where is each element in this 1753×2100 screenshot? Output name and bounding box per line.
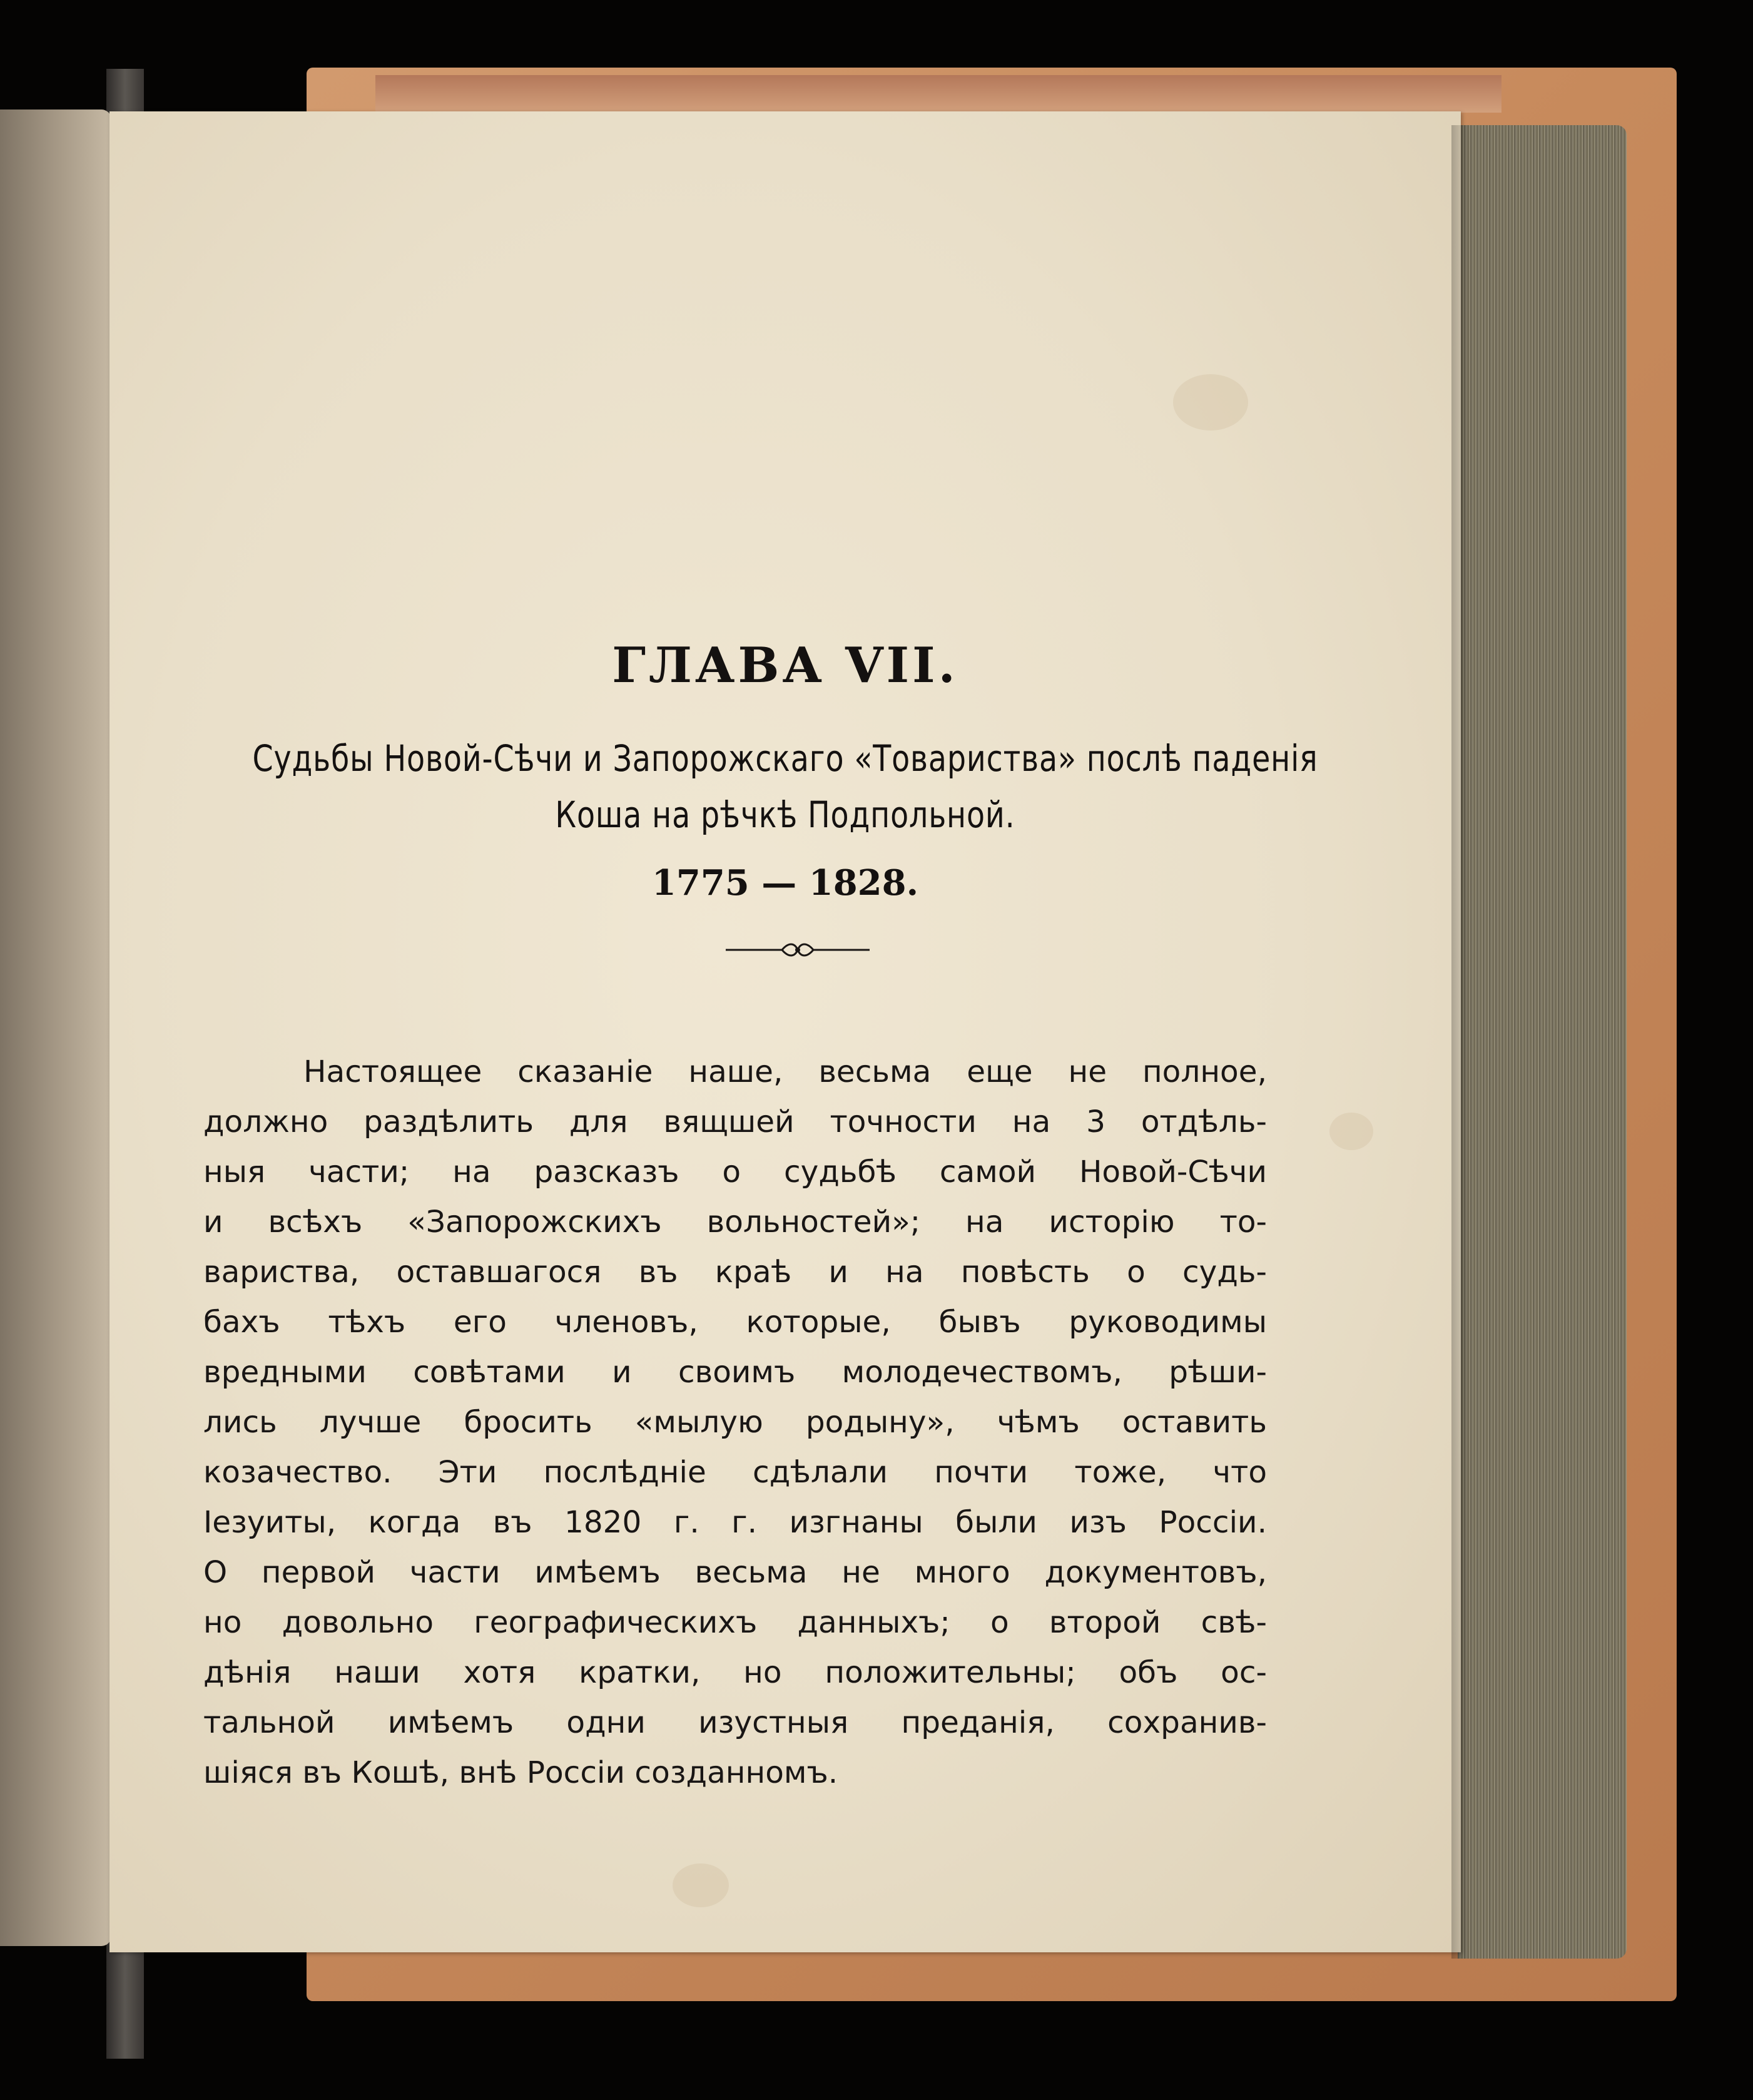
text-line: Настоящее сказаніе наше, весьма еще не полное, bbox=[303, 1054, 1267, 1089]
chapter-years: 1775 — 1828. bbox=[651, 862, 919, 904]
text-line: но довольно географическихъ данныхъ; о второй свѣ- bbox=[203, 1605, 1267, 1640]
text-line: вредными совѣтами и своимъ молодечествомъ, рѣши- bbox=[203, 1355, 1267, 1390]
foxing-spot bbox=[673, 1863, 729, 1907]
text-line: вариства, оставшагося въ краѣ и на повѣсть о судь- bbox=[203, 1255, 1267, 1290]
text-line: шіяся въ Кошѣ, внѣ Россіи созданномъ. bbox=[203, 1755, 838, 1790]
page-gutter-shadow bbox=[1451, 125, 1470, 1959]
book-page bbox=[109, 111, 1461, 1952]
text-line: Іезуиты, когда въ 1820 г. г. изгнаны были изъ Россіи. bbox=[203, 1505, 1267, 1540]
text-line: О первой части имѣемъ весьма не много документовъ, bbox=[203, 1555, 1267, 1590]
page-block-edges bbox=[1458, 125, 1627, 1959]
text-line: лись лучше бросить «мылую родыну», чѣмъ оставить bbox=[203, 1405, 1267, 1440]
text-line: дѣнія наши хотя кратки, но положительны; объ ос- bbox=[203, 1655, 1267, 1690]
foxing-spot bbox=[1173, 374, 1248, 431]
body-paragraph bbox=[203, 1047, 1267, 1798]
chapter-subtitle-line-2: Коша на рѣчкѣ Подпольной. bbox=[555, 793, 1015, 836]
text-line: бахъ тѣхъ его членовъ, которые, бывъ руководимы bbox=[203, 1305, 1267, 1340]
chapter-subtitle-line-1: Судьбы Новой-Сѣчи и Запорожскаго «Товариства» послѣ паденія bbox=[252, 737, 1318, 780]
text-line: тальной имѣемъ одни изустныя преданія, сохранив- bbox=[203, 1705, 1267, 1740]
text-line: козачество. Эти послѣдніе сдѣлали почти тоже, что bbox=[203, 1455, 1267, 1490]
text-line: ныя части; на разсказъ о судьбѣ самой Новой-Сѣчи bbox=[203, 1154, 1267, 1190]
cover-top-edge bbox=[375, 75, 1501, 113]
chapter-title: ГЛАВА VII. bbox=[612, 637, 958, 694]
ornament-divider-icon bbox=[723, 937, 873, 962]
foxing-spot bbox=[1329, 1113, 1373, 1150]
left-page-edge bbox=[0, 110, 111, 1946]
text-line: должно раздѣлить для вящшей точности на 3 отдѣль- bbox=[203, 1104, 1267, 1139]
text-line: и всѣхъ «Запорожскихъ вольностей»; на исторію то- bbox=[203, 1205, 1267, 1240]
